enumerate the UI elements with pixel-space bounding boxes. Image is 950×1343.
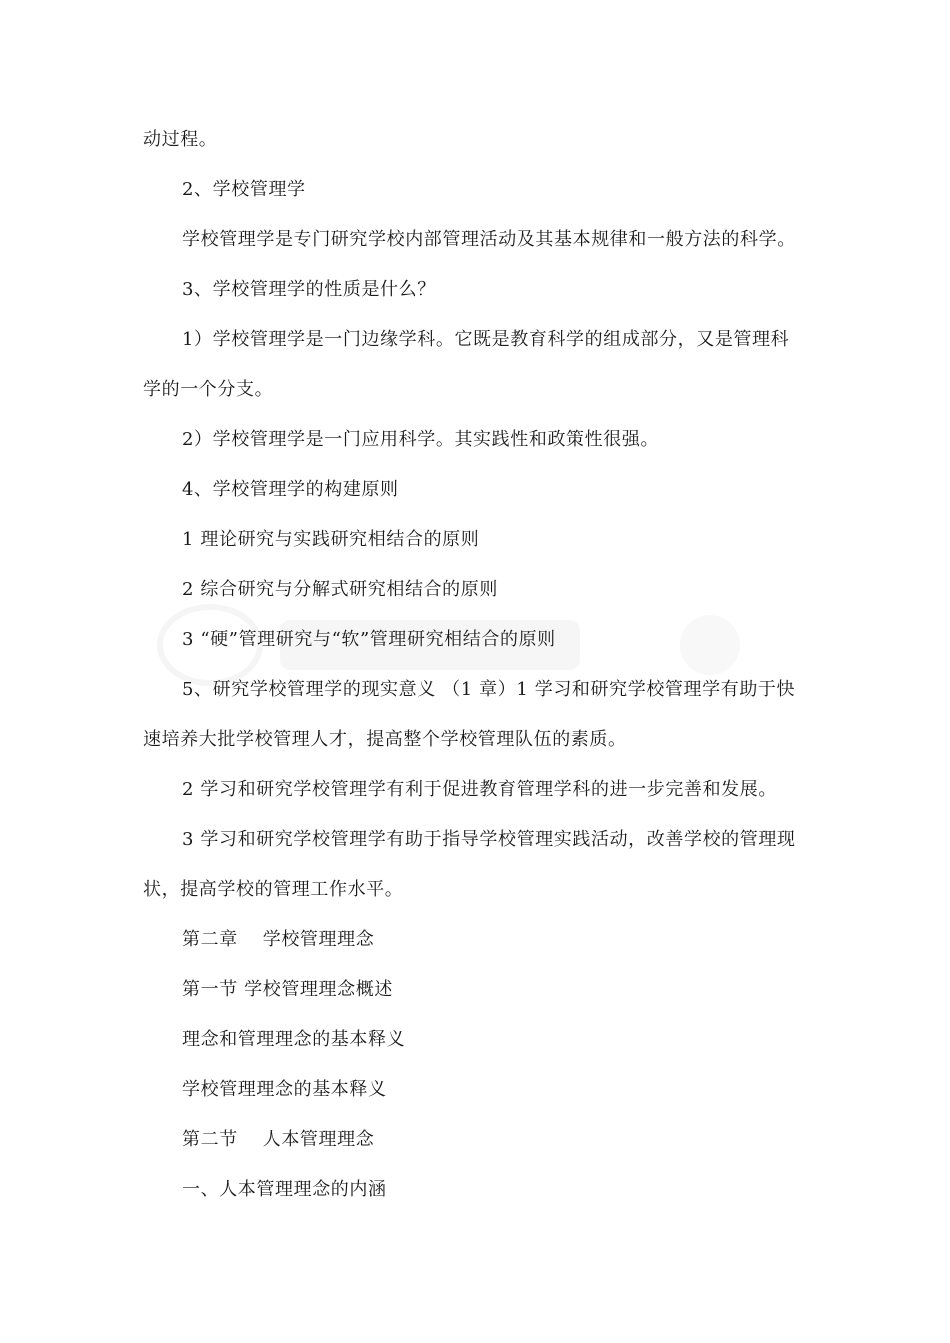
text-line: 2）学校管理学是一门应用科学。其实践性和政策性很强。 — [182, 429, 660, 450]
section-heading: 第一节 学校管理理念概述 — [182, 979, 393, 1000]
section-heading: 5、研究学校管理学的现实意义 （1 章）1 学习和研究学校管理学有助于快 — [182, 679, 796, 700]
list-item: 1 理论研究与实践研究相结合的原则 — [182, 529, 480, 550]
text-line: 动过程。 — [143, 129, 218, 150]
list-item: 3 “硬”管理研究与“软”管理研究相结合的原则 — [182, 629, 556, 650]
text-line: 状，提高学校的管理工作水平。 — [143, 879, 404, 900]
text-line: 速培养大批学校管理人才，提高整个学校管理队伍的素质。 — [143, 729, 627, 750]
list-item: 2 综合研究与分解式研究相结合的原则 — [182, 579, 498, 600]
text-line: 1）学校管理学是一门边缘学科。它既是教育科学的组成部分，又是管理科 — [182, 329, 790, 350]
list-item: 3 学习和研究学校管理学有助于指导学校管理实践活动，改善学校的管理现 — [182, 829, 796, 850]
section-heading: 2、学校管理学 — [182, 179, 306, 200]
text-line: 学的一个分支。 — [143, 379, 274, 400]
subsection-heading: 理念和管理理念的基本释义 — [182, 1029, 406, 1050]
subsection-heading: 一、人本管理理念的内涵 — [182, 1179, 387, 1200]
section-heading: 第二节 人本管理理念 — [182, 1129, 375, 1150]
section-heading: 3、学校管理学的性质是什么？ — [182, 279, 436, 300]
subsection-heading: 学校管理理念的基本释义 — [182, 1079, 387, 1100]
section-heading: 4、学校管理学的构建原则 — [182, 479, 399, 500]
chapter-heading: 第二章 学校管理理念 — [182, 929, 375, 950]
text-line: 学校管理学是专门研究学校内部管理活动及其基本规律和一般方法的科学。 — [182, 229, 796, 250]
list-item: 2 学习和研究学校管理学有利于促进教育管理学科的进一步完善和发展。 — [182, 779, 777, 800]
